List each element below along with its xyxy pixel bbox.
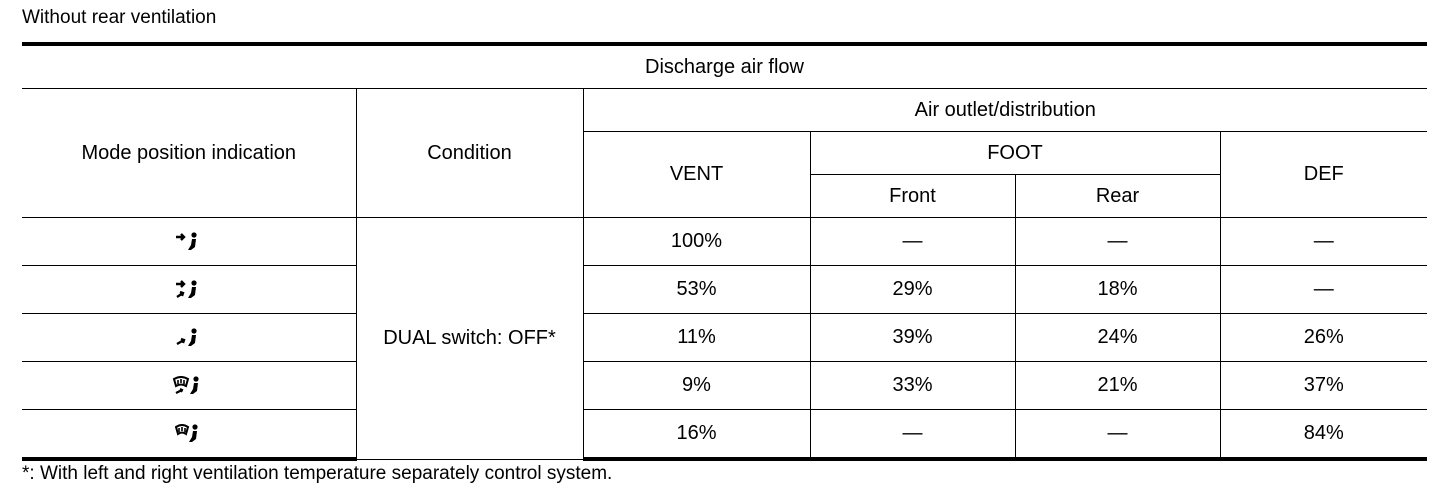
def-value: 37% [1220, 362, 1427, 410]
header-foot-front: Front [810, 175, 1015, 218]
foot-def-mode-icon [172, 375, 206, 397]
table-title: Discharge air flow [22, 44, 1427, 89]
foot-front-value: 39% [810, 314, 1015, 362]
mode-cell [22, 218, 356, 266]
def-value: 84% [1220, 410, 1427, 460]
vent-mode-icon [174, 231, 204, 253]
table-row [22, 314, 1427, 362]
bi-level-mode-icon [174, 279, 204, 301]
vent-value: 16% [583, 410, 810, 460]
foot-front-value: 29% [810, 266, 1015, 314]
condition-cell: DUAL switch: OFF* [356, 218, 583, 460]
def-value: 26% [1220, 314, 1427, 362]
header-mode-position: Mode position indication [22, 89, 356, 218]
foot-mode-icon [174, 327, 204, 349]
header-condition: Condition [356, 89, 583, 218]
table-footnote: *: With left and right ventilation temperature separately control system. [22, 463, 613, 484]
table-row [22, 410, 1427, 460]
vent-value: 9% [583, 362, 810, 410]
foot-rear-value: 24% [1015, 314, 1220, 362]
table-caption: Without rear ventilation [22, 7, 217, 28]
vent-value: 53% [583, 266, 810, 314]
mode-cell [22, 362, 356, 410]
table-row [22, 218, 1427, 266]
def-value: — [1220, 266, 1427, 314]
foot-rear-value: — [1015, 410, 1220, 460]
def-mode-icon [174, 423, 204, 445]
vent-value: 100% [583, 218, 810, 266]
foot-rear-value: 21% [1015, 362, 1220, 410]
table-row [22, 362, 1427, 410]
header-def: DEF [1220, 132, 1427, 218]
header-foot-rear: Rear [1015, 175, 1220, 218]
foot-rear-value: — [1015, 218, 1220, 266]
foot-rear-value: 18% [1015, 266, 1220, 314]
mode-cell [22, 314, 356, 362]
def-value: — [1220, 218, 1427, 266]
foot-front-value: — [810, 218, 1015, 266]
mode-cell [22, 410, 356, 460]
foot-front-value: 33% [810, 362, 1015, 410]
foot-front-value: — [810, 410, 1015, 460]
header-air-outlet: Air outlet/distribution [583, 89, 1427, 132]
header-foot: FOOT [810, 132, 1220, 175]
mode-cell [22, 266, 356, 314]
header-vent: VENT [583, 132, 810, 218]
table-row [22, 266, 1427, 314]
discharge-air-flow-table [22, 42, 1427, 461]
vent-value: 11% [583, 314, 810, 362]
